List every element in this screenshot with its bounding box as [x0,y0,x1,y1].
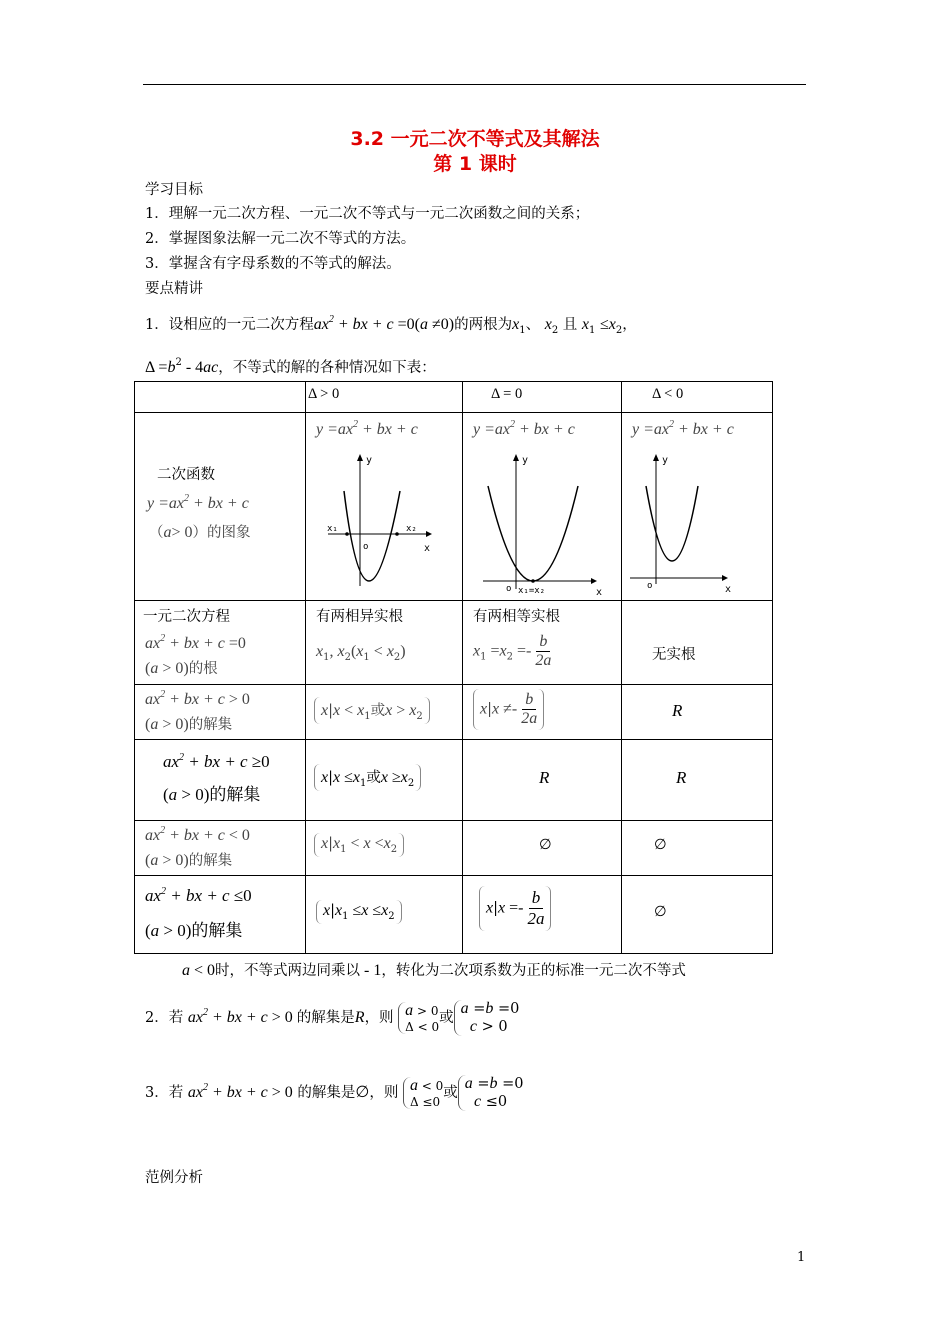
graph-cell-two-roots: $y =ax^2$ + bx + c y x o x₁ x₂ [306,413,463,601]
point-3-or: 或 [443,1085,458,1101]
gt-or: 或 [370,703,386,719]
after-table-text2: ，转化为二次项系数为正的标准一元二次不等式 [381,963,686,979]
header-delta-gt-text: Δ > 0 [308,386,340,402]
func-label-3b: ）的图象 [192,525,251,541]
parabola-double-root [481,451,621,599]
page-subtitle: 第 1 课时 [433,153,517,175]
roots-none-text: 无实根 [652,647,696,663]
header-delta-eq-text: Δ = 0 [491,386,523,402]
section-heading-points: 要点精讲 [145,281,203,297]
row-le-label: $ax^2$ + bx + c ≤0 (a > 0)的解集 [135,876,306,954]
lt-empty-none: ∅ [654,837,667,853]
header-delta-eq [463,382,622,413]
ge-or: 或 [366,770,381,786]
graph-cell-no-root: $y =ax^2$ + bx + c y x o [622,413,773,601]
delta-tail: ，不等式的解的各种情况如下表： [218,360,436,376]
point-1-line: 1．设相应的一元二次方程$ax^2$ + bx + c =0(a ≠0)的两根为$x_1$、 $x_2$ 且 $x_1 \le x_2$， [145,314,637,336]
ge-set-none [622,740,773,821]
point-1-and: 且 [562,317,578,333]
point-3-line: 3．若 $ax^2$ + bx + c > 0 的解集是∅，则 a < 0 Δ ≤0 或 a =b =0 c ≤0 [145,1075,524,1110]
header-delta-lt-text: Δ < 0 [652,386,684,402]
lt-set-double [463,821,622,876]
point-3-mid: 的解集是 [297,1085,356,1101]
section-heading-examples: 范例分析 [145,1170,203,1186]
le-set-two: $x|x_1 \le x \le x_2$ [306,876,463,954]
point-1-tail: ， [622,317,637,333]
row-gt-label: $ax^2$ + bx + c > 0 (a > 0)的解集 [135,685,306,740]
header-delta-gt [306,382,463,413]
parabola-no-root [628,451,768,599]
graph-label-x2: x₂ [406,524,417,534]
roots-double-text: 有两相等实根 [473,609,560,625]
func-label-1: 二次函数 [157,467,215,483]
point-3-prefix: 3．若 [145,1085,184,1101]
graph-label-y: y [662,455,669,466]
lt-empty-double: ∅ [539,837,552,853]
le-set-none [622,876,773,954]
le-label-2: 的解集 [191,921,243,941]
ge-label-2: 的解集 [209,785,261,805]
header-delta-lt [622,382,773,413]
le-set-double: x|x =- $\frac{b}{2a}$ [463,876,622,954]
roots-label-3: 的根 [188,661,218,677]
roots-two-text: 有两相异实根 [316,609,403,625]
point-2-line: 2．若 $ax^2$ + bx + c > 0 的解集是R，则 a > 0 Δ < 0 或 a =b =0 c > 0 [145,1000,520,1035]
gt-label-2: 的解集 [188,717,233,733]
gt-set-two: $x|x < x_1$或$x > x_2$ [306,685,463,740]
page-number: 1 [797,1250,806,1265]
goal-item: 2．掌握图象法解一元二次不等式的方法。 [145,231,416,247]
graph-label-y: y [366,455,373,466]
header-rule [143,84,806,85]
point-2-mid: 的解集是 [296,1010,355,1026]
lt-set-none [622,821,773,876]
lt-set-two: $x|x_1 < x <x_2$ [306,821,463,876]
section-heading-goals: 学习目标 [145,182,203,198]
graph-label-x1x2: x₁=x₂ [518,586,546,596]
row-func-label: 二次函数 $y =ax^2$ + bx + c （a> 0）的图象 [135,413,306,601]
row-lt-label: $ax^2$ + bx + c < 0 (a > 0)的解集 [135,821,306,876]
ge-set-double [463,740,622,821]
ge-r-double: R [539,768,550,787]
graph-label-o: o [506,584,512,594]
graph-label-x: x [424,543,431,554]
graph-label-y: y [522,455,529,466]
lt-label-2: 的解集 [188,853,233,869]
table-corner [135,382,306,413]
delta-line: $\Delta =b^2 - 4ac$，不等式的解的各种情况如下表： [145,357,436,376]
point-1-mid: 的两根为 [454,317,513,333]
goal-item: 3．掌握含有字母系数的不等式的解法。 [145,256,401,272]
after-table-text1: 时，不等式两边同乘以 [215,963,361,979]
page-title: 3.2 一元二次不等式及其解法 [350,128,600,150]
row-ge-label: $ax^2$ + bx + c ≥0 (a > 0)的解集 [135,740,306,821]
graph-label-o: o [363,542,369,552]
after-table-line: a < 0时，不等式两边同乘以 - 1，转化为二次项系数为正的标准一元二次不等式 [182,962,686,979]
gt-set-none [622,685,773,740]
solution-table [134,381,773,954]
row-roots-label: 一元二次方程 $ax^2$ + bx + c =0 (a > 0)的根 [135,601,306,685]
point-3-then: ，则 [369,1085,399,1101]
le-empty-none: ∅ [654,904,667,920]
roots-label-1: 一元二次方程 [143,609,230,625]
gt-r: R [672,701,683,720]
func-label-3a: （ [149,525,164,541]
graph-cell-double-root: $y =ax^2$ + bx + c y x o x₁=x₂ [463,413,622,601]
graph-label-x: x [725,584,732,595]
point-2-or: 或 [439,1010,454,1026]
graph-label-x1: x₁ [327,524,338,534]
goal-item: 1．理解一元二次方程、一元二次不等式与一元二次函数之间的关系； [145,206,590,222]
graph-label-x: x [596,587,603,598]
roots-double: 有两相等实根 $x_1 =x_2$ =- $\frac{b}{2a}$ [463,601,622,685]
roots-two: 有两相异实根 $x_1$, $x_2(x_1 < x_2)$ [306,601,463,685]
point-1-prefix: 1．设相应的一元二次方程 [145,317,314,333]
point-2-prefix: 2．若 [145,1010,184,1026]
gt-set-double: x|x ≠- $\frac{b}{2a}$ [463,685,622,740]
parabola-two-roots [324,451,459,599]
ge-set-two: $x|x \le x_1$或$x \ge x_2$ [306,740,463,821]
graph-label-o: o [647,581,653,591]
ge-r-none: R [676,768,687,787]
point-2-then: ，则 [364,1010,394,1026]
roots-none [622,601,773,685]
